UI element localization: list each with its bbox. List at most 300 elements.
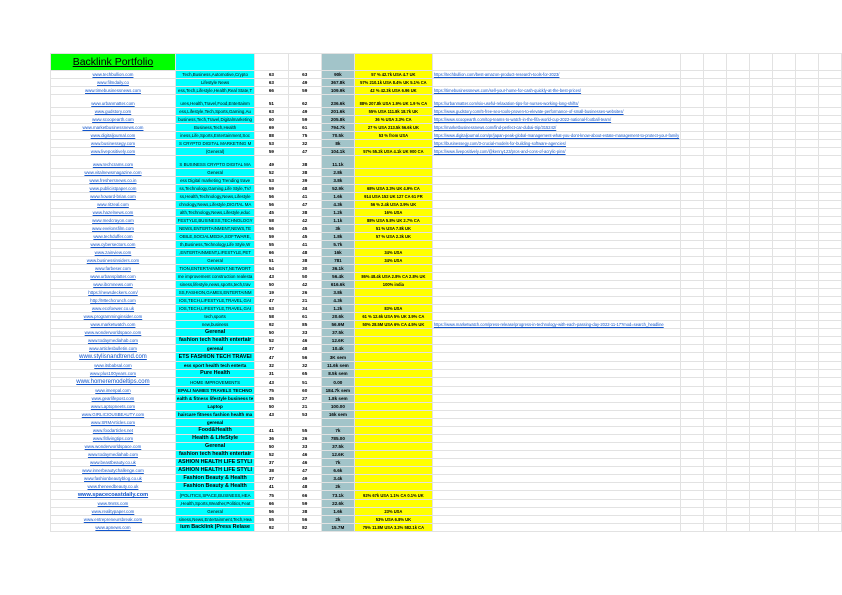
empty-cell[interactable]: [704, 193, 727, 201]
empty-cell[interactable]: [773, 329, 796, 337]
empty-cell[interactable]: [750, 297, 773, 305]
sheet-title[interactable]: Backlink Portfolio: [51, 54, 176, 71]
empty-cell[interactable]: [704, 281, 727, 289]
empty-cell[interactable]: [818, 475, 841, 483]
traffic-cell[interactable]: 73.1k: [321, 491, 354, 500]
empty-cell[interactable]: [750, 516, 773, 524]
cell[interactable]: [727, 54, 750, 71]
category-cell[interactable]: ess sport health tech enterta: [175, 362, 254, 370]
category-cell[interactable]: ss,Health,Technology,News,Lifestyle: [175, 193, 254, 201]
category-cell[interactable]: Gerenal: [175, 329, 254, 337]
empty-cell[interactable]: [795, 451, 818, 459]
sample-link[interactable]: https://www.scoopearth.com/top-teams-to-watch-in-the-fifa-world-cup-2022-national-football-team/: [433, 117, 612, 122]
empty-cell[interactable]: [818, 233, 841, 241]
sample-link-cell[interactable]: [432, 475, 680, 483]
sample-link-cell[interactable]: [432, 71, 680, 79]
empty-cell[interactable]: [795, 524, 818, 532]
da-cell[interactable]: 75: [255, 387, 288, 395]
empty-cell[interactable]: [750, 313, 773, 321]
empty-cell[interactable]: [818, 411, 841, 419]
empty-cell[interactable]: [704, 297, 727, 305]
empty-cell[interactable]: [773, 209, 796, 217]
dr-cell[interactable]: 48: [288, 185, 321, 193]
dr-cell[interactable]: 46: [288, 459, 321, 467]
site-link[interactable]: www.innerbeautychallenge.com: [82, 468, 144, 473]
empty-cell[interactable]: [681, 225, 704, 233]
geo-cell[interactable]: 100% india: [354, 281, 432, 289]
empty-cell[interactable]: [681, 169, 704, 177]
empty-cell[interactable]: [681, 403, 704, 411]
empty-cell[interactable]: [795, 116, 818, 124]
empty-cell[interactable]: [704, 185, 727, 193]
da-cell[interactable]: 41: [255, 483, 288, 491]
empty-cell[interactable]: [750, 370, 773, 378]
empty-cell[interactable]: [704, 148, 727, 156]
dr-cell[interactable]: 55: [288, 427, 321, 435]
site-url-cell[interactable]: [51, 87, 176, 95]
empty-cell[interactable]: [818, 169, 841, 177]
empty-cell[interactable]: [750, 148, 773, 156]
dr-cell[interactable]: 27: [288, 395, 321, 403]
empty-cell[interactable]: [704, 508, 727, 516]
empty-cell[interactable]: [818, 387, 841, 395]
sample-link-cell[interactable]: [432, 378, 680, 387]
da-cell[interactable]: 66: [255, 249, 288, 257]
geo-cell[interactable]: 42 % 42.3k USA 6.96 UK: [354, 87, 432, 95]
site-link[interactable]: www.todaymediahab.com: [87, 338, 138, 343]
empty-cell[interactable]: [750, 257, 773, 265]
geo-cell[interactable]: 36 % USA 3.3% CA: [354, 116, 432, 124]
empty-cell[interactable]: [750, 353, 773, 362]
empty-cell[interactable]: [795, 79, 818, 87]
empty-cell[interactable]: [750, 79, 773, 87]
site-url-cell[interactable]: [51, 132, 176, 140]
traffic-cell[interactable]: 16k sem: [321, 411, 354, 419]
empty-cell[interactable]: [727, 124, 750, 132]
empty-cell[interactable]: [704, 337, 727, 345]
geo-cell[interactable]: [354, 475, 432, 483]
empty-cell[interactable]: [681, 257, 704, 265]
geo-cell[interactable]: 34% USA: [354, 249, 432, 257]
empty-cell[interactable]: [773, 233, 796, 241]
empty-cell[interactable]: [818, 508, 841, 516]
empty-cell[interactable]: [704, 362, 727, 370]
sample-link-cell[interactable]: [432, 313, 680, 321]
traffic-cell[interactable]: 12.6K: [321, 337, 354, 345]
empty-cell[interactable]: [681, 108, 704, 116]
sample-link-cell[interactable]: [432, 467, 680, 475]
dr-cell[interactable]: 26: [288, 435, 321, 443]
empty-cell[interactable]: [773, 225, 796, 233]
dr-cell[interactable]: 46: [288, 451, 321, 459]
cell[interactable]: [681, 54, 704, 71]
site-url-cell[interactable]: [51, 435, 176, 443]
empty-cell[interactable]: [795, 329, 818, 337]
empty-cell[interactable]: [681, 233, 704, 241]
empty-cell[interactable]: [704, 95, 727, 108]
empty-cell[interactable]: [773, 95, 796, 108]
empty-cell[interactable]: [818, 403, 841, 411]
site-link[interactable]: www.techbullion.com: [92, 72, 134, 77]
empty-cell[interactable]: [818, 337, 841, 345]
sample-link-cell[interactable]: [432, 289, 680, 297]
empty-cell[interactable]: [750, 345, 773, 353]
site-url-cell[interactable]: [51, 249, 176, 257]
empty-cell[interactable]: [727, 483, 750, 491]
empty-cell[interactable]: [681, 217, 704, 225]
traffic-cell[interactable]: 56.4k: [321, 273, 354, 281]
empty-cell[interactable]: [727, 273, 750, 281]
site-link[interactable]: www.imenpal.com: [95, 388, 131, 393]
empty-cell[interactable]: [681, 362, 704, 370]
category-cell[interactable]: gerenal: [175, 345, 254, 353]
empty-cell[interactable]: [704, 265, 727, 273]
site-url-cell[interactable]: [51, 95, 176, 108]
site-url-cell[interactable]: [51, 483, 176, 491]
empty-cell[interactable]: [681, 132, 704, 140]
site-url-cell[interactable]: [51, 353, 176, 362]
empty-cell[interactable]: [704, 483, 727, 491]
empty-cell[interactable]: [795, 225, 818, 233]
empty-cell[interactable]: [750, 362, 773, 370]
empty-cell[interactable]: [750, 87, 773, 95]
empty-cell[interactable]: [750, 387, 773, 395]
category-cell[interactable]: ess Digital marketing Trending trave: [175, 177, 254, 185]
traffic-cell[interactable]: 3.4k: [321, 475, 354, 483]
empty-cell[interactable]: [773, 273, 796, 281]
sample-link-cell[interactable]: [432, 329, 680, 337]
category-cell[interactable]: S CRYPTO DIGITAL MARKETING M: [175, 140, 254, 148]
site-url-cell[interactable]: [51, 524, 176, 532]
da-cell[interactable]: 32: [255, 362, 288, 370]
site-link[interactable]: www.GIRLICIOUSBEAUTY.com: [81, 412, 145, 417]
empty-cell[interactable]: [795, 516, 818, 524]
site-link[interactable]: www.marketwatch.com: [90, 322, 136, 327]
site-url-cell[interactable]: [51, 193, 176, 201]
empty-cell[interactable]: [818, 362, 841, 370]
empty-cell[interactable]: [681, 467, 704, 475]
da-cell[interactable]: 37: [255, 345, 288, 353]
sample-link-cell[interactable]: [432, 419, 680, 427]
empty-cell[interactable]: [727, 321, 750, 329]
empty-cell[interactable]: [704, 177, 727, 185]
empty-cell[interactable]: [795, 313, 818, 321]
empty-cell[interactable]: [727, 193, 750, 201]
empty-cell[interactable]: [773, 475, 796, 483]
empty-cell[interactable]: [795, 140, 818, 148]
site-link[interactable]: www.ibcmnews.com: [93, 282, 133, 287]
empty-cell[interactable]: [727, 459, 750, 467]
empty-cell[interactable]: [704, 132, 727, 140]
da-cell[interactable]: 60: [255, 116, 288, 124]
site-link[interactable]: www.ecofoewer.co.uk: [91, 306, 135, 311]
geo-cell[interactable]: [354, 435, 432, 443]
empty-cell[interactable]: [795, 508, 818, 516]
empty-cell[interactable]: [727, 451, 750, 459]
empty-cell[interactable]: [795, 435, 818, 443]
da-cell[interactable]: 75: [255, 491, 288, 500]
empty-cell[interactable]: [727, 140, 750, 148]
dr-cell[interactable]: 21: [288, 403, 321, 411]
traffic-cell[interactable]: 11.1k: [321, 156, 354, 169]
empty-cell[interactable]: [818, 435, 841, 443]
empty-cell[interactable]: [704, 257, 727, 265]
site-url-cell[interactable]: [51, 362, 176, 370]
geo-cell[interactable]: 57% 55.2k USA 4.1k UK 900 CA: [354, 148, 432, 156]
empty-cell[interactable]: [704, 217, 727, 225]
empty-cell[interactable]: [773, 337, 796, 345]
site-url-cell[interactable]: [51, 467, 176, 475]
traffic-cell[interactable]: 367.8k: [321, 79, 354, 87]
site-url-cell[interactable]: [51, 387, 176, 395]
empty-cell[interactable]: [750, 378, 773, 387]
geo-cell[interactable]: [354, 169, 432, 177]
category-cell[interactable]: th,Business,Technology,Life Style,W: [175, 241, 254, 249]
empty-cell[interactable]: [750, 459, 773, 467]
da-cell[interactable]: 52: [255, 169, 288, 177]
site-link[interactable]: www.todaymediahab.com: [87, 452, 138, 457]
empty-cell[interactable]: [795, 491, 818, 500]
traffic-cell[interactable]: 8k: [321, 140, 354, 148]
sample-link[interactable]: https://marketbusinessnews.com/find-perfect-car-dubai-trip/315242/: [433, 125, 557, 130]
empty-cell[interactable]: [773, 427, 796, 435]
category-cell[interactable]: tech,sports: [175, 313, 254, 321]
traffic-cell[interactable]: 36.1k: [321, 265, 354, 273]
traffic-cell[interactable]: 8.5k sem: [321, 370, 354, 378]
site-link[interactable]: www.theneedbeauty.co.uk: [87, 484, 139, 489]
empty-cell[interactable]: [818, 79, 841, 87]
dr-cell[interactable]: 48: [288, 483, 321, 491]
cell[interactable]: [704, 54, 727, 71]
da-cell[interactable]: 38: [255, 467, 288, 475]
empty-cell[interactable]: [727, 524, 750, 532]
dr-cell[interactable]: 46: [288, 337, 321, 345]
traffic-cell[interactable]: 37.5k: [321, 443, 354, 451]
geo-cell[interactable]: [354, 337, 432, 345]
site-url-cell[interactable]: [51, 148, 176, 156]
empty-cell[interactable]: [818, 241, 841, 249]
sample-link-cell[interactable]: [432, 124, 680, 132]
site-link[interactable]: www.livepositively.com: [90, 149, 136, 154]
empty-cell[interactable]: [818, 524, 841, 532]
site-link[interactable]: www.timebusinessnews.com: [85, 88, 141, 93]
dr-cell[interactable]: 66: [288, 491, 321, 500]
empty-cell[interactable]: [773, 459, 796, 467]
geo-cell[interactable]: 53 % from USA: [354, 132, 432, 140]
empty-cell[interactable]: [704, 411, 727, 419]
empty-cell[interactable]: [704, 87, 727, 95]
site-url-cell[interactable]: [51, 124, 176, 132]
empty-cell[interactable]: [681, 500, 704, 508]
empty-cell[interactable]: [704, 427, 727, 435]
site-url-cell[interactable]: [51, 297, 176, 305]
site-url-cell[interactable]: [51, 289, 176, 297]
empty-cell[interactable]: [681, 95, 704, 108]
sample-link[interactable]: https://www.gudstory.com/5-free-seo-tools-proven-to-elevate-performance-of-small-businesses-websites/: [433, 109, 624, 114]
empty-cell[interactable]: [795, 362, 818, 370]
site-link[interactable]: https://newsdeckers.com/: [88, 290, 138, 295]
category-cell[interactable]: fashion tech health entertair: [175, 451, 254, 459]
site-link[interactable]: www.entrepreneursbreak.com: [83, 517, 143, 522]
empty-cell[interactable]: [681, 321, 704, 329]
traffic-cell[interactable]: 7k: [321, 427, 354, 435]
category-cell[interactable]: haircare fitness fashion health ma: [175, 411, 254, 419]
site-url-cell[interactable]: [51, 313, 176, 321]
empty-cell[interactable]: [818, 329, 841, 337]
empty-cell[interactable]: [795, 108, 818, 116]
empty-cell[interactable]: [795, 87, 818, 95]
empty-cell[interactable]: [818, 148, 841, 156]
empty-cell[interactable]: [727, 491, 750, 500]
category-cell[interactable]: Laptop: [175, 403, 254, 411]
empty-cell[interactable]: [750, 241, 773, 249]
empty-cell[interactable]: [681, 370, 704, 378]
dr-cell[interactable]: 60: [288, 387, 321, 395]
empty-cell[interactable]: [818, 273, 841, 281]
site-url-cell[interactable]: [51, 491, 176, 500]
sample-link-cell[interactable]: [432, 443, 680, 451]
empty-cell[interactable]: [750, 185, 773, 193]
da-cell[interactable]: 19: [255, 289, 288, 297]
empty-cell[interactable]: [773, 241, 796, 249]
empty-cell[interactable]: [681, 140, 704, 148]
empty-cell[interactable]: [727, 209, 750, 217]
empty-cell[interactable]: [681, 411, 704, 419]
empty-cell[interactable]: [773, 483, 796, 491]
site-link[interactable]: www.Laptopneets.com: [90, 404, 136, 409]
sample-link-cell[interactable]: [432, 177, 680, 185]
empty-cell[interactable]: [750, 475, 773, 483]
empty-cell[interactable]: [773, 108, 796, 116]
geo-cell[interactable]: [354, 451, 432, 459]
geo-cell[interactable]: [354, 156, 432, 169]
sample-link-cell[interactable]: [432, 95, 680, 108]
category-cell[interactable]: siness,News,Entertainment,Tech,Hea: [175, 516, 254, 524]
site-link[interactable]: www.digitaljournal.com: [90, 133, 136, 138]
da-cell[interactable]: 66: [255, 500, 288, 508]
empty-cell[interactable]: [727, 345, 750, 353]
sample-link-cell[interactable]: [432, 353, 680, 362]
site-url-cell[interactable]: [51, 403, 176, 411]
empty-cell[interactable]: [727, 443, 750, 451]
empty-cell[interactable]: [818, 305, 841, 313]
category-cell[interactable]: TION,ENTERTAINMENT,NETWORT: [175, 265, 254, 273]
cell[interactable]: [818, 54, 841, 71]
empty-cell[interactable]: [750, 500, 773, 508]
sample-link-cell[interactable]: [432, 116, 680, 124]
empty-cell[interactable]: [681, 273, 704, 281]
empty-cell[interactable]: [750, 329, 773, 337]
sample-link-cell[interactable]: [432, 140, 680, 148]
empty-cell[interactable]: [795, 148, 818, 156]
empty-cell[interactable]: [773, 289, 796, 297]
da-cell[interactable]: 63: [255, 71, 288, 79]
empty-cell[interactable]: [727, 265, 750, 273]
sample-link-cell[interactable]: [432, 209, 680, 217]
cell[interactable]: [773, 54, 796, 71]
site-link[interactable]: www.wonderworldspace.com: [84, 444, 142, 449]
cell[interactable]: [321, 54, 354, 71]
empty-cell[interactable]: [818, 516, 841, 524]
geo-cell[interactable]: [354, 500, 432, 508]
empty-cell[interactable]: [773, 281, 796, 289]
empty-cell[interactable]: [704, 321, 727, 329]
sample-link-cell[interactable]: [432, 483, 680, 491]
category-cell[interactable]: Lifestyle News: [175, 79, 254, 87]
empty-cell[interactable]: [727, 403, 750, 411]
empty-cell[interactable]: [795, 403, 818, 411]
empty-cell[interactable]: [750, 281, 773, 289]
empty-cell[interactable]: [795, 370, 818, 378]
empty-cell[interactable]: [795, 467, 818, 475]
empty-cell[interactable]: [795, 387, 818, 395]
cell[interactable]: [432, 54, 680, 71]
site-link[interactable]: www.medcrayon.com: [92, 218, 134, 223]
empty-cell[interactable]: [818, 378, 841, 387]
empty-cell[interactable]: [773, 87, 796, 95]
empty-cell[interactable]: [704, 225, 727, 233]
site-url-cell[interactable]: [51, 370, 176, 378]
da-cell[interactable]: 58: [255, 217, 288, 225]
empty-cell[interactable]: [773, 132, 796, 140]
site-url-cell[interactable]: [51, 177, 176, 185]
empty-cell[interactable]: [704, 124, 727, 132]
da-cell[interactable]: 53: [255, 140, 288, 148]
empty-cell[interactable]: [727, 289, 750, 297]
category-cell[interactable]: ASHION HEALTH LIFE STYLI: [175, 467, 254, 475]
da-cell[interactable]: 50: [255, 403, 288, 411]
category-cell[interactable]: FESTYLE,BUSINESS,TECHNOLOGY: [175, 217, 254, 225]
empty-cell[interactable]: [795, 249, 818, 257]
empty-cell[interactable]: [773, 353, 796, 362]
category-cell[interactable]: ures,Health,Travel,Food,Entertainm: [175, 95, 254, 108]
site-url-cell[interactable]: [51, 257, 176, 265]
category-link[interactable]: HOME IMPROVEMENTS: [190, 379, 241, 385]
traffic-cell[interactable]: 3k: [321, 225, 354, 233]
traffic-cell[interactable]: 12.6K: [321, 451, 354, 459]
empty-cell[interactable]: [795, 95, 818, 108]
empty-cell[interactable]: [727, 87, 750, 95]
category-cell[interactable]: General: [175, 169, 254, 177]
traffic-cell[interactable]: 52.9k: [321, 185, 354, 193]
geo-cell[interactable]: [354, 140, 432, 148]
empty-cell[interactable]: [750, 265, 773, 273]
empty-cell[interactable]: [818, 353, 841, 362]
empty-cell[interactable]: [727, 156, 750, 169]
empty-cell[interactable]: [773, 491, 796, 500]
empty-cell[interactable]: [795, 273, 818, 281]
traffic-cell[interactable]: 201.6k: [321, 108, 354, 116]
empty-cell[interactable]: [704, 475, 727, 483]
traffic-cell[interactable]: 3.8k: [321, 289, 354, 297]
site-link[interactable]: www.techduffer.com: [93, 234, 133, 239]
dr-cell[interactable]: 49: [288, 475, 321, 483]
site-url-cell[interactable]: [51, 395, 176, 403]
empty-cell[interactable]: [727, 329, 750, 337]
empty-cell[interactable]: [727, 395, 750, 403]
empty-cell[interactable]: [773, 217, 796, 225]
dr-cell[interactable]: 38: [288, 156, 321, 169]
site-url-cell[interactable]: [51, 241, 176, 249]
sample-link-cell[interactable]: [432, 281, 680, 289]
category-cell[interactable]: me improvement construction realesta: [175, 273, 254, 281]
da-cell[interactable]: 59: [255, 233, 288, 241]
site-url-cell[interactable]: [51, 169, 176, 177]
site-link[interactable]: www.spacecoastdaily.com: [77, 492, 149, 498]
empty-cell[interactable]: [681, 508, 704, 516]
site-link[interactable]: www.apnews.com: [95, 525, 131, 530]
empty-cell[interactable]: [773, 387, 796, 395]
